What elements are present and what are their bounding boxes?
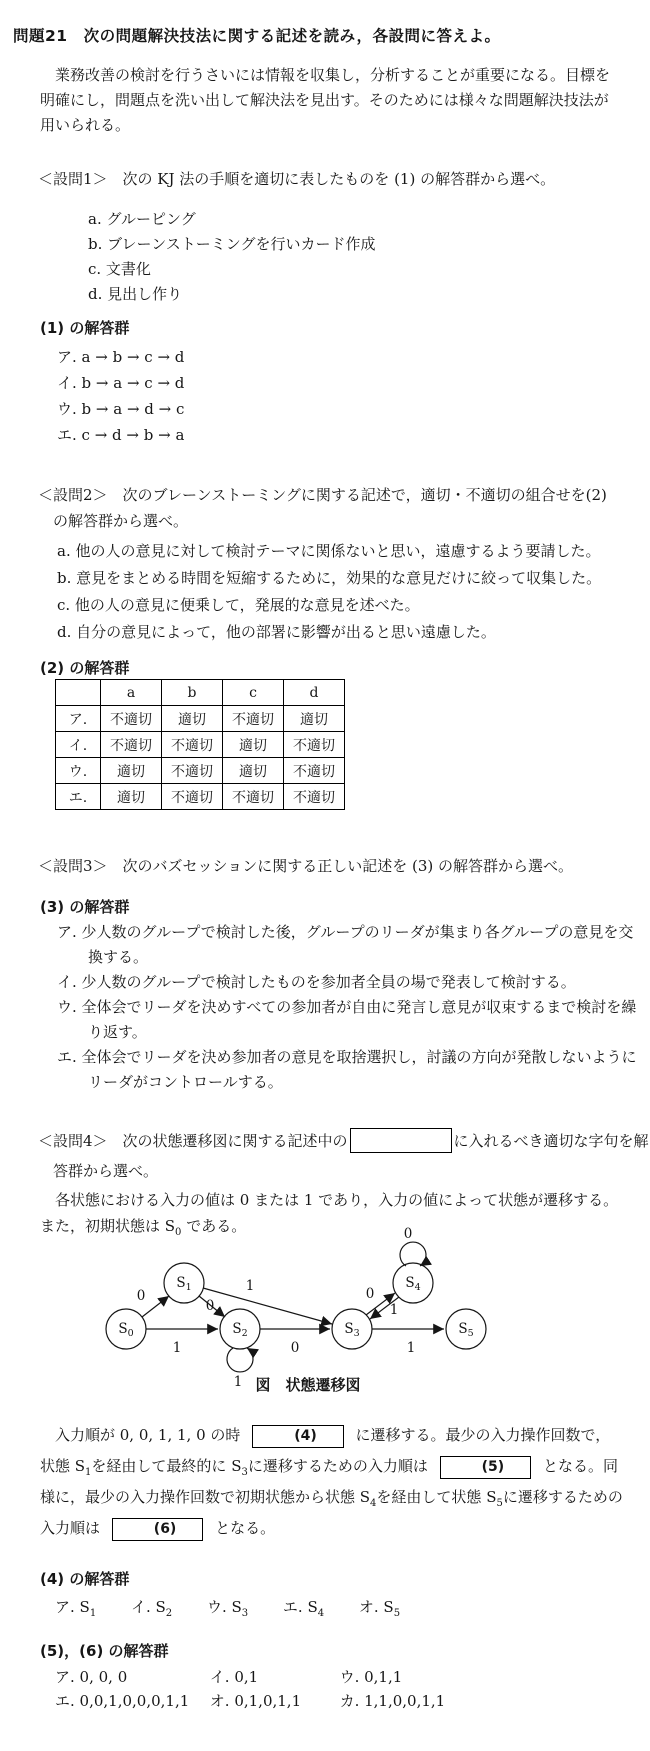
list-item-a: a. グルーピング [88, 210, 196, 228]
list-item-b: b. ブレーンストーミングを行いカード作成 [88, 235, 376, 253]
list-item-c: c. 他の人の意見に便乗して，発展的な意見を述べた。 [57, 596, 420, 614]
q1-heading: ＜設問1＞ 次の KJ 法の手順を適切に表したものを (1) の解答群から選べ。 [38, 170, 556, 188]
q3-answer-group-label: (3) の解答群 [40, 898, 130, 916]
table-cell: 不適切 [162, 732, 223, 758]
q4-heading-post: に入れるべき適切な字句を解 [453, 1132, 649, 1150]
answer-option: ア. 少人数のグループで検討した後，グループのリーダが集まり各グループの意見を交換する。 [57, 923, 634, 966]
blank-4: (4) [252, 1425, 344, 1448]
table-cell: 適切 [101, 784, 162, 810]
q2-list [57, 538, 601, 646]
answer-option: イ. b → a → c → d [57, 374, 185, 392]
state-node-label: $S_2$ [232, 1321, 248, 1339]
state-subscript: 5 [496, 1498, 503, 1509]
list-item-b: b. 意見をまとめる時間を短縮するために，効果的な意見だけに絞って収集した。 [57, 569, 602, 587]
row-label: イ. [56, 732, 101, 758]
state-node-label: $S_5$ [458, 1321, 474, 1339]
q4-text: を経由して状態 S [376, 1488, 497, 1506]
q3-options [57, 920, 642, 1095]
state-subscript: 0 [175, 1227, 182, 1238]
table-cell: 不適切 [101, 706, 162, 732]
state-subscript: 1 [85, 1467, 92, 1478]
table-cell: 不適切 [101, 732, 162, 758]
answer-option: ウ. 0,1,1 [339, 1668, 403, 1686]
table-header-cell: c [223, 680, 284, 706]
transition-label-s2-s3: 0 [290, 1340, 300, 1356]
transition-label-s1-s3: 1 [245, 1278, 255, 1294]
q4-intro-text: 各状態における入力の値は 0 または 1 であり，入力の値によって状態が遷移する。また，初期状態は S [40, 1191, 619, 1235]
transition-label-s0-s1: 0 [136, 1288, 146, 1304]
q4-answer-group56-label: (5)，(6) の解答群 [40, 1642, 169, 1660]
q1-options [57, 344, 184, 448]
answer-option: エ. 全体会でリーダを決め参加者の意見を取捨選択し，討議の方向が発散しないようにリーダがコントロールする。 [57, 1048, 637, 1091]
page-title: 問題21 次の問題解決技法に関する記述を読み，各設問に答えよ。 [13, 27, 501, 45]
q2-answer-group-label: (2) の解答群 [40, 659, 130, 677]
state-subscript: 4 [370, 1498, 377, 1509]
transition-label-s2-loop: 1 [233, 1374, 243, 1390]
transition-s0-s1 [142, 1296, 169, 1317]
q4-intro-text: である。 [181, 1217, 247, 1235]
q4-text: となる。 [215, 1519, 276, 1537]
q4-heading-pre: ＜設問4＞ 次の状態遷移図に関する記述中の [38, 1132, 348, 1150]
transition-label-s3-s5: 1 [406, 1340, 416, 1356]
q4-text: となる。同様に，最少の入力操作回数で初期状態から状態 S [40, 1457, 618, 1506]
answer-option: ア. $S_1$ [55, 1598, 97, 1619]
q2-heading-line1: ＜設問2＞ 次のブレーンストーミングに関する記述で，適切・不適切の組合せを(2) [38, 486, 607, 504]
answer-option: イ. 少人数のグループで検討したものを参加者全員の場で発表して検討する。 [57, 973, 576, 991]
answer-option: ア. 0, 0, 0 [55, 1668, 128, 1686]
q2-answer-table-wrap [55, 679, 345, 810]
blank-5: (5) [440, 1456, 532, 1479]
answer-option: ア. a → b → c → d [57, 348, 185, 366]
transition-s2-self-loop [227, 1348, 253, 1372]
q4-options56-row1 [55, 1666, 402, 1687]
answer-option: エ. c → d → b → a [57, 426, 185, 444]
table-header-cell: b [162, 680, 223, 706]
answer-option: イ. 0,1 [209, 1668, 259, 1686]
blank-box [350, 1128, 452, 1153]
q4-paragraph [40, 1420, 624, 1544]
row-label: ウ. [56, 758, 101, 784]
table-row [56, 784, 345, 810]
list-item-d: d. 見出し作り [88, 285, 183, 303]
table-cell: 適切 [101, 758, 162, 784]
table-cell: 不適切 [223, 784, 284, 810]
table-cell: 適切 [223, 732, 284, 758]
state-subscript: 3 [241, 1467, 248, 1478]
row-label: エ. [56, 784, 101, 810]
state-node-label: $S_1$ [176, 1275, 192, 1293]
table-header-cell: a [101, 680, 162, 706]
table-cell: 適切 [162, 706, 223, 732]
table-cell: 不適切 [162, 784, 223, 810]
answer-option: ウ. b → a → d → c [57, 400, 185, 418]
list-item-d: d. 自分の意見によって，他の部署に影響が出ると思い遠慮した。 [57, 623, 496, 641]
table-cell: 不適切 [284, 784, 345, 810]
table-cell: 不適切 [162, 758, 223, 784]
q4-options56-row2 [55, 1690, 445, 1711]
q4-answer-group4-label: (4) の解答群 [40, 1570, 130, 1588]
row-label: ア. [56, 706, 101, 732]
transition-label-s1-s2: 0 [205, 1298, 215, 1314]
transition-label-s0-s2: 1 [172, 1340, 182, 1356]
transition-label-s3-s4: 0 [365, 1286, 375, 1302]
table-row [56, 706, 345, 732]
list-item-a: a. 他の人の意見に対して検討テーマに関係ないと思い，遠慮するよう要請した。 [57, 542, 601, 560]
state-node-label: $S_3$ [344, 1321, 360, 1339]
answer-table [55, 679, 345, 810]
list-item-c: c. 文書化 [88, 260, 151, 278]
q4-heading-line1 [38, 1128, 649, 1153]
state-node-label: $S_0$ [118, 1321, 134, 1339]
q4-text: に遷移するための入力順は [40, 1488, 623, 1537]
table-cell: 適切 [223, 758, 284, 784]
answer-option: エ. 0,0,1,0,0,0,1,1 [55, 1692, 190, 1710]
answer-option: イ. $S_2$ [130, 1598, 173, 1619]
table-cell: 不適切 [284, 758, 345, 784]
table-header-cell: d [284, 680, 345, 706]
state-transition-diagram [85, 1225, 505, 1390]
transition-label-s4-loop: 0 [403, 1226, 413, 1242]
q4-text: を経由して最終的に S [91, 1457, 242, 1475]
answer-option: オ. $S_5$ [358, 1598, 401, 1619]
q4-text: 入力順が 0, 0, 1, 1, 0 の時 [55, 1426, 241, 1444]
blank-6: (6) [112, 1518, 204, 1541]
table-cell: 適切 [284, 706, 345, 732]
table-cell: 不適切 [284, 732, 345, 758]
answer-option: エ. $S_4$ [282, 1598, 325, 1619]
q4-options4 [55, 1596, 430, 1617]
q1-list [88, 207, 376, 307]
table-row [56, 732, 345, 758]
table-cell: 不適切 [223, 706, 284, 732]
state-node-label: $S_4$ [405, 1275, 421, 1293]
answer-option: オ. 0,1,0,1,1 [209, 1692, 302, 1710]
answer-option: ウ. 全体会でリーダを決めすべての参加者が自由に発言し意見が収束するまで検討を繰り返す。 [57, 998, 637, 1041]
q3-heading: ＜設問3＞ 次のバズセッションに関する正しい記述を (3) の解答群から選べ。 [38, 857, 574, 875]
q2-heading-line2: の解答群から選べ。 [53, 512, 189, 530]
q4-heading-line2: 答群から選べ。 [53, 1162, 159, 1180]
table-row [56, 758, 345, 784]
q4-text: に遷移する。最少の入力操作回数で，状態 S [40, 1426, 611, 1475]
answer-option: カ. 1,1,0,0,1,1 [339, 1692, 446, 1710]
table-header-row [56, 680, 345, 706]
diagram-caption: 図 状態遷移図 [255, 1376, 361, 1394]
q4-text: に遷移するための入力順は [247, 1457, 428, 1475]
answer-option: ウ. $S_3$ [206, 1598, 249, 1619]
intro-paragraph: 業務改善の検討を行うさいには情報を収集し，分析することが重要になる。目標を明確にし，問題点を洗い出して解決法を見出す。そのためには様々な問題解決技法が用いられる。 [40, 66, 611, 134]
transition-label-s4-s3: 1 [389, 1302, 399, 1318]
q1-answer-group-label: (1) の解答群 [40, 319, 130, 337]
table-corner-cell [56, 680, 101, 706]
